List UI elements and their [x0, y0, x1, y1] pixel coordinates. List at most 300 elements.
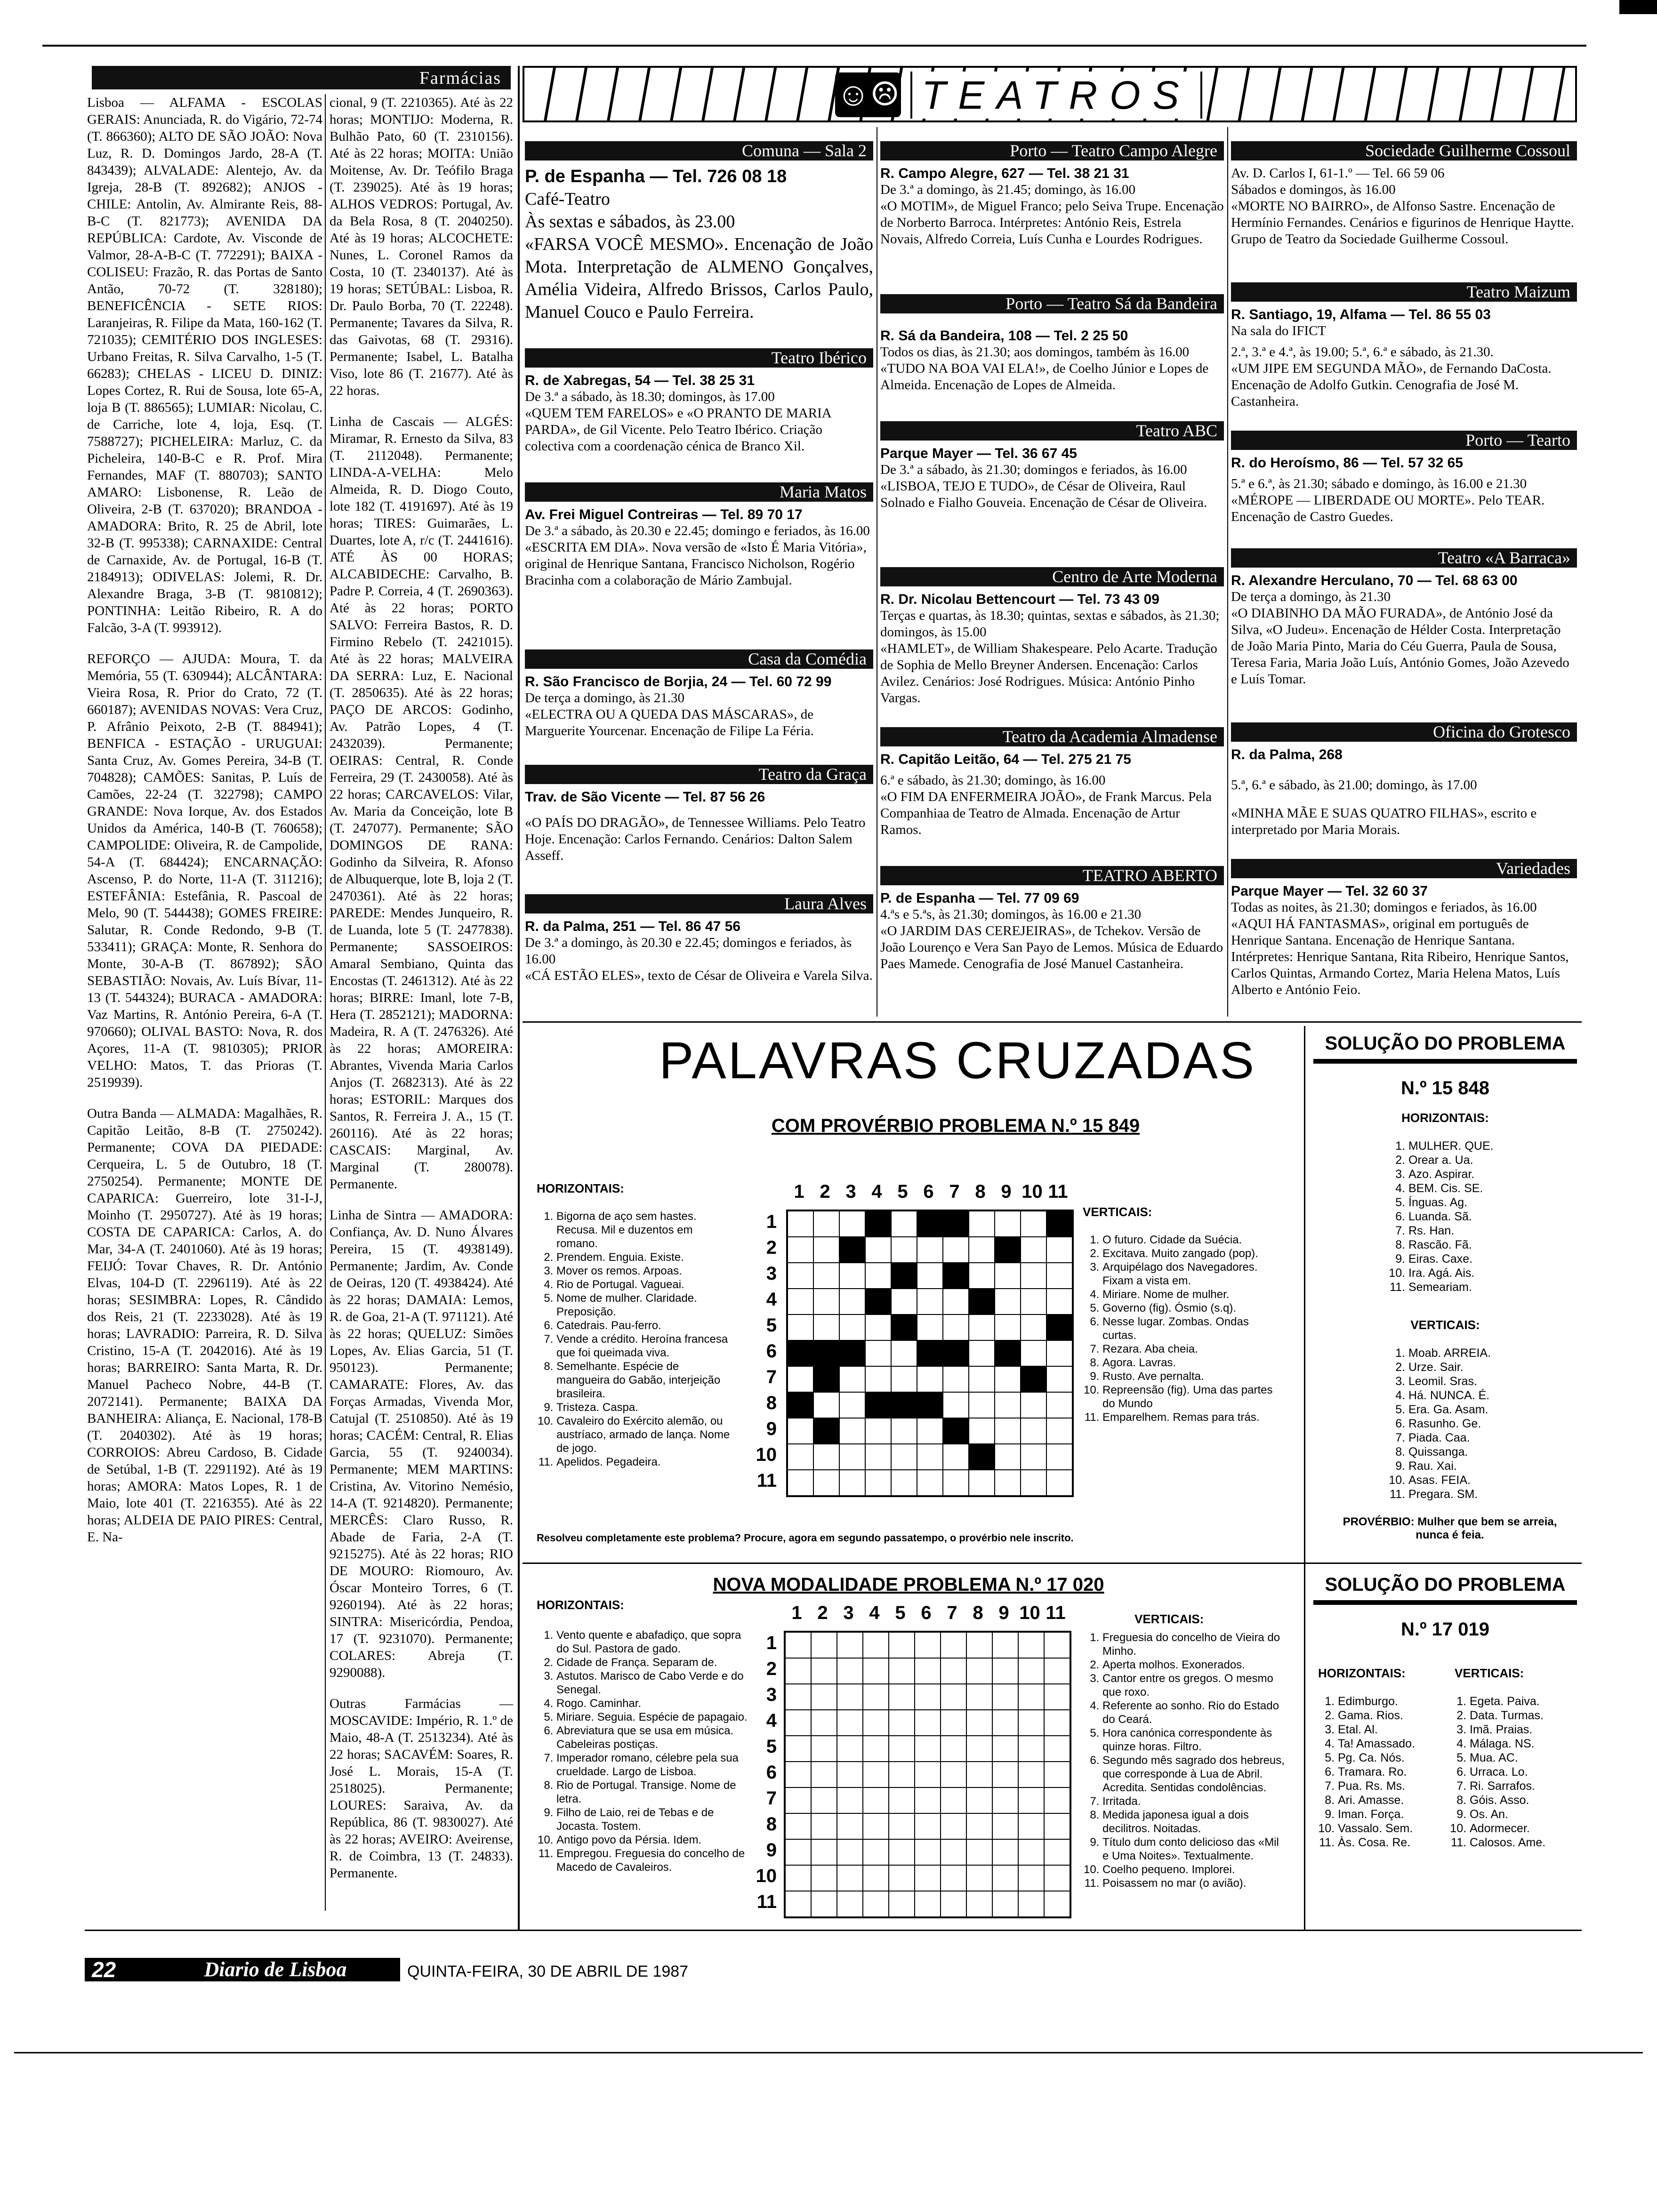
grid-cell[interactable] [1044, 1684, 1070, 1710]
grid-cell[interactable] [839, 1444, 865, 1470]
theatre-line: «FARSA VOCÊ MESMO». Encenação de João Mota. Interpretação de ALMENO Gonçalves, Amélia Videira, Alfredo Brissos, Carlos Paulo, Manuel Couco e Paulo Ferreira. [525, 234, 873, 322]
grid-cell[interactable] [943, 1366, 969, 1392]
row-number: 6 [766, 1762, 777, 1783]
grid-cell[interactable] [943, 1444, 969, 1470]
grid-cell[interactable] [863, 1736, 889, 1762]
grid-cell[interactable] [992, 1891, 1018, 1917]
clue-item: 9. Filho de Laio, rei de Tebas e de Jocasta. Tostem. [556, 1806, 748, 1833]
grid-cell[interactable] [865, 1366, 891, 1392]
grid-cell[interactable] [941, 1839, 966, 1865]
teatros-title: TEATROS [910, 72, 1202, 119]
grid-cell[interactable] [966, 1839, 992, 1865]
solution2-title: SOLUÇÃO DO PROBLEMA [1325, 1574, 1566, 1595]
grid-cell[interactable] [995, 1444, 1021, 1470]
grid-cell[interactable] [1018, 1787, 1044, 1813]
grid-cell[interactable] [917, 1211, 943, 1237]
grid-cell[interactable] [1044, 1658, 1070, 1684]
grid-cell[interactable] [811, 1684, 837, 1710]
row-number: 11 [756, 1891, 777, 1912]
clue-item: 6. Abreviatura que se usa em música. Cabeleiras postiças. [556, 1724, 748, 1751]
grid-cell[interactable] [839, 1392, 865, 1418]
grid-cell[interactable] [1046, 1418, 1072, 1444]
grid-cell[interactable] [969, 1418, 995, 1444]
grid-cell[interactable] [811, 1736, 837, 1762]
theatre-addr: R. Campo Alegre, 627 — Tel. 38 21 31 [880, 166, 1129, 181]
grid-cell[interactable] [863, 1632, 889, 1658]
clue-item: 9. Eiras. Caxe. [1408, 1252, 1577, 1266]
grid-cell[interactable] [813, 1470, 839, 1496]
grid-cell[interactable] [788, 1211, 813, 1237]
grid-cell[interactable] [915, 1891, 941, 1917]
grid-cell[interactable] [891, 1263, 917, 1289]
theatre-name: Comuna — Sala 2 [525, 141, 873, 160]
grid-cell[interactable] [811, 1632, 837, 1658]
grid-cell[interactable] [837, 1736, 863, 1762]
grid-cell[interactable] [813, 1392, 839, 1418]
grid-cell[interactable] [1044, 1710, 1070, 1736]
grid-cell[interactable] [969, 1470, 995, 1496]
grid-cell[interactable] [995, 1211, 1021, 1237]
grid-cell[interactable] [1021, 1392, 1046, 1418]
grid-cell[interactable] [837, 1839, 863, 1865]
grid-cell[interactable] [915, 1787, 941, 1813]
crossword2-h-label: HORIZONTAIS: [537, 1598, 624, 1612]
grid-cell[interactable] [785, 1865, 811, 1891]
grid-cell[interactable] [1018, 1684, 1044, 1710]
row-number: 4 [766, 1289, 777, 1310]
grid-cell[interactable] [785, 1684, 811, 1710]
grid-cell[interactable] [891, 1392, 917, 1418]
grid-cell[interactable] [1046, 1470, 1072, 1496]
grid-cell[interactable] [889, 1684, 915, 1710]
grid-cell[interactable] [966, 1710, 992, 1736]
grid-cell[interactable] [969, 1211, 995, 1237]
grid-cell[interactable] [995, 1237, 1021, 1263]
grid-cell[interactable] [788, 1237, 813, 1263]
grid-cell[interactable] [1018, 1658, 1044, 1684]
column-number: 3 [843, 1603, 854, 1623]
grid-cell[interactable] [865, 1470, 891, 1496]
grid-cell[interactable] [969, 1392, 995, 1418]
clue-item: 3. Cantor entre os gregos. O mesmo que roxo. [1102, 1672, 1285, 1699]
grid-cell[interactable] [969, 1340, 995, 1366]
grid-cell[interactable] [785, 1762, 811, 1787]
grid-cell[interactable] [917, 1340, 943, 1366]
grid-cell[interactable] [865, 1314, 891, 1340]
grid-cell[interactable] [995, 1392, 1021, 1418]
grid-cell[interactable] [811, 1865, 837, 1891]
theatre-addr: R. da Palma, 268 [1231, 747, 1343, 762]
grid-cell[interactable] [917, 1263, 943, 1289]
grid-cell[interactable] [889, 1762, 915, 1787]
grid-cell[interactable] [1044, 1736, 1070, 1762]
grid-cell[interactable] [1044, 1787, 1070, 1813]
clue-item: 1. O futuro. Cidade da Suécia. [1102, 1233, 1285, 1247]
grid-cell[interactable] [1044, 1839, 1070, 1865]
grid-cell[interactable] [992, 1736, 1018, 1762]
grid-cell[interactable] [966, 1787, 992, 1813]
grid-cell[interactable] [1018, 1865, 1044, 1891]
grid-cell[interactable] [891, 1444, 917, 1470]
grid-cell[interactable] [915, 1710, 941, 1736]
grid-cell[interactable] [785, 1787, 811, 1813]
grid-cell[interactable] [811, 1787, 837, 1813]
grid-cell[interactable] [1046, 1263, 1072, 1289]
clue-item: 8. Semelhante. Espécie de mangueira do Gabão, interjeição brasileira. [556, 1360, 734, 1401]
grid-cell[interactable] [785, 1839, 811, 1865]
grid-cell[interactable] [1046, 1366, 1072, 1392]
grid-cell[interactable] [865, 1418, 891, 1444]
grid-cell[interactable] [915, 1632, 941, 1658]
grid-cell[interactable] [995, 1366, 1021, 1392]
grid-cell[interactable] [969, 1444, 995, 1470]
grid-cell[interactable] [992, 1710, 1018, 1736]
grid-cell[interactable] [969, 1237, 995, 1263]
grid-cell[interactable] [811, 1762, 837, 1787]
grid-cell[interactable] [863, 1658, 889, 1684]
grid-cell[interactable] [969, 1263, 995, 1289]
grid-cell[interactable] [813, 1289, 839, 1314]
grid-cell[interactable] [889, 1891, 915, 1917]
grid-cell[interactable] [943, 1263, 969, 1289]
grid-cell[interactable] [1021, 1211, 1046, 1237]
grid-cell[interactable] [813, 1237, 839, 1263]
grid-cell[interactable] [915, 1762, 941, 1787]
grid-cell[interactable] [785, 1736, 811, 1762]
grid-cell[interactable] [1044, 1891, 1070, 1917]
grid-cell[interactable] [1021, 1470, 1046, 1496]
grid-cell[interactable] [889, 1632, 915, 1658]
theatre-cossoul [1231, 141, 1577, 248]
grid-cell[interactable] [785, 1710, 811, 1736]
grid-cell[interactable] [943, 1237, 969, 1263]
clue-item: 9. Rau. Xai. [1408, 1459, 1577, 1473]
clue-item: 3. Arquipélago dos Navegadores. Fixam a vista em. [1102, 1260, 1285, 1288]
grid-cell[interactable] [1018, 1839, 1044, 1865]
grid-cell[interactable] [1044, 1762, 1070, 1787]
grid-cell[interactable] [966, 1813, 992, 1839]
grid-cell[interactable] [1046, 1340, 1072, 1366]
grid-cell[interactable] [889, 1736, 915, 1762]
column-number: 8 [973, 1603, 983, 1623]
grid-cell[interactable] [915, 1684, 941, 1710]
grid-cell[interactable] [1046, 1392, 1072, 1418]
grid-cell[interactable] [941, 1891, 966, 1917]
column-number: 5 [897, 1181, 908, 1202]
grid-cell[interactable] [1018, 1891, 1044, 1917]
crossword1-grid[interactable] [786, 1210, 1074, 1497]
grid-cell[interactable] [995, 1470, 1021, 1496]
grid-cell[interactable] [865, 1340, 891, 1366]
grid-cell[interactable] [813, 1314, 839, 1340]
grid-cell[interactable] [813, 1340, 839, 1366]
grid-cell[interactable] [889, 1787, 915, 1813]
farmacias-outra-banda: Outra Banda — ALMADA: Magalhães, R. Capitão Leitão, 8-B (T. 2750242). Permanente; COVA DA PIEDADE: Cerqueira, L. 5 de Outubro, 18 (T. 2750254). Permanente; MONTE DE CAPARICA: Guerreiro, lote 31-I-J, Moinho (T. 2950727). Até às 19 horas; COSTA DE CAPARICA: Carlos, A. do Mar, 34-A (T. 2401060). Até às 19 horas; FEIJÓ: Tovar Chaves, R. Dr. António Elvas, 104-D (T. 2296119). Até às 22 horas; SESIMBRA: Lopes, R. Cândido dos Reis, 21 (T. 2233028). Até às 19 horas; LAVRADIO: Parreira, R. D. Silva Cristino, 15-A (T. 2042016). Até às 19 horas; BARREIRO: Santa Marta, R. Dr. Manuel Pacheco Nobre, 44-B (T. 2072141). Permanente; BAIXA DA BANHEIRA: Aliança, E. Nacional, 178-B (T. 2040302). Até às 19 horas; CORROIOS: Abreu Cardoso, B. Cidade de Setúbal, 1-B (T. 2291192). Até às 19 horas; AMORA: Matos Lopes, R. 1 de Maio, lote 401 (T. 2216355). Até às 22 horas; ALDEIA DE PAIO PIRES: Central, E. Na- [87, 1106, 322, 1545]
grid-cell[interactable] [788, 1418, 813, 1444]
grid-cell[interactable] [788, 1366, 813, 1392]
grid-cell[interactable] [891, 1211, 917, 1237]
theatre-line: «AQUI HÁ FANTASMAS», original em português de Henrique Santana. Encenação de Henrique Santana. Intérpretes: Henrique Santana, Rita Ribeiro, Henrique Santos, Carlos Quintas, Armando Cortez, Maria Helena Matos, Luís Alberto e António Feio. [1231, 916, 1569, 997]
grid-cell[interactable] [995, 1340, 1021, 1366]
grid-cell[interactable] [839, 1237, 865, 1263]
grid-cell[interactable] [941, 1632, 966, 1658]
theatre-name: TEATRO ABERTO [880, 866, 1224, 885]
clue-item: 8. Rio de Portugal. Transige. Nome de letra. [556, 1779, 748, 1806]
grid-cell[interactable] [889, 1710, 915, 1736]
grid-cell[interactable] [966, 1736, 992, 1762]
grid-cell[interactable] [992, 1762, 1018, 1787]
grid-cell[interactable] [995, 1314, 1021, 1340]
grid-cell[interactable] [891, 1237, 917, 1263]
grid-cell[interactable] [943, 1340, 969, 1366]
grid-cell[interactable] [813, 1366, 839, 1392]
grid-cell[interactable] [839, 1418, 865, 1444]
crossword2-grid[interactable] [784, 1631, 1071, 1918]
theatre-addr: Av. Frei Miguel Contreiras — Tel. 89 70 17 [525, 507, 803, 522]
grid-cell[interactable] [788, 1470, 813, 1496]
grid-cell[interactable] [788, 1392, 813, 1418]
grid-cell[interactable] [943, 1470, 969, 1496]
grid-cell[interactable] [1018, 1710, 1044, 1736]
clue-item: 5. Hora canónica correspondente às quinze horas. Filtro. [1102, 1726, 1285, 1754]
grid-cell[interactable] [941, 1684, 966, 1710]
grid-cell[interactable] [839, 1366, 865, 1392]
theatre-name: Teatro ABC [880, 421, 1224, 441]
theatre-line: «TUDO NA BOA VAI ELA!», de Coelho Júnior e Lopes de Almeida. Encenação de Lopes de Almeida. [880, 361, 1209, 393]
theatre-addr: R. Capitão Leitão, 64 — Tel. 275 21 75 [880, 752, 1131, 767]
grid-cell[interactable] [863, 1839, 889, 1865]
grid-cell[interactable] [1021, 1237, 1046, 1263]
grid-cell[interactable] [1018, 1762, 1044, 1787]
grid-cell[interactable] [915, 1658, 941, 1684]
grid-cell[interactable] [917, 1418, 943, 1444]
theatre-addr: Av. D. Carlos I, 61-1.º — Tel. 66 59 06 [1231, 166, 1445, 181]
grid-cell[interactable] [1021, 1314, 1046, 1340]
solution1-horizontais [1389, 1139, 1577, 1294]
grid-cell[interactable] [785, 1813, 811, 1839]
grid-cell[interactable] [1044, 1632, 1070, 1658]
grid-cell[interactable] [1046, 1237, 1072, 1263]
theatre-addr: R. do Heroísmo, 86 — Tel. 57 32 65 [1231, 455, 1463, 471]
grid-cell[interactable] [839, 1314, 865, 1340]
theatre-line: De 3.ª a domingo, às 20.30 e 22.45; domingos e feriados, às 16.00 [525, 935, 852, 967]
grid-cell[interactable] [891, 1470, 917, 1496]
grid-cell[interactable] [966, 1632, 992, 1658]
grid-cell[interactable] [837, 1658, 863, 1684]
grid-cell[interactable] [992, 1684, 1018, 1710]
grid-cell[interactable] [1021, 1444, 1046, 1470]
grid-cell[interactable] [992, 1839, 1018, 1865]
grid-cell[interactable] [837, 1710, 863, 1736]
crossword2-column-numbers [784, 1603, 1069, 1626]
grid-cell[interactable] [889, 1813, 915, 1839]
grid-cell[interactable] [941, 1762, 966, 1787]
grid-cell[interactable] [788, 1289, 813, 1314]
grid-cell[interactable] [1018, 1736, 1044, 1762]
grid-cell[interactable] [1046, 1314, 1072, 1340]
grid-cell[interactable] [943, 1289, 969, 1314]
column-number: 4 [869, 1603, 880, 1623]
grid-cell[interactable] [941, 1813, 966, 1839]
grid-cell[interactable] [839, 1263, 865, 1289]
grid-cell[interactable] [785, 1632, 811, 1658]
grid-cell[interactable] [966, 1891, 992, 1917]
grid-cell[interactable] [915, 1736, 941, 1762]
grid-cell[interactable] [813, 1418, 839, 1444]
grid-cell[interactable] [941, 1865, 966, 1891]
grid-cell[interactable] [1021, 1289, 1046, 1314]
grid-cell[interactable] [788, 1314, 813, 1340]
grid-cell[interactable] [811, 1658, 837, 1684]
grid-cell[interactable] [1044, 1865, 1070, 1891]
grid-cell[interactable] [839, 1289, 865, 1314]
grid-cell[interactable] [891, 1340, 917, 1366]
grid-cell[interactable] [969, 1314, 995, 1340]
grid-cell[interactable] [1021, 1418, 1046, 1444]
grid-cell[interactable] [813, 1444, 839, 1470]
grid-cell[interactable] [969, 1366, 995, 1392]
grid-cell[interactable] [785, 1891, 811, 1917]
grid-cell[interactable] [865, 1263, 891, 1289]
theatre-line: «O FIM DA ENFERMEIRA JOÃO», de Frank Marcus. Pela Companhiaa de Teatro de Almada. Encenação de Artur Ramos. [880, 789, 1212, 837]
grid-cell[interactable] [917, 1470, 943, 1496]
grid-cell[interactable] [813, 1211, 839, 1237]
grid-cell[interactable] [788, 1263, 813, 1289]
grid-cell[interactable] [943, 1314, 969, 1340]
grid-cell[interactable] [917, 1289, 943, 1314]
row-number: 3 [766, 1684, 777, 1705]
grid-cell[interactable] [1021, 1263, 1046, 1289]
grid-cell[interactable] [992, 1632, 1018, 1658]
row-number: 2 [766, 1659, 777, 1679]
grid-cell[interactable] [863, 1710, 889, 1736]
grid-cell[interactable] [915, 1839, 941, 1865]
grid-cell[interactable] [865, 1444, 891, 1470]
grid-cell[interactable] [917, 1392, 943, 1418]
grid-cell[interactable] [1044, 1813, 1070, 1839]
grid-cell[interactable] [941, 1787, 966, 1813]
grid-cell[interactable] [891, 1314, 917, 1340]
grid-cell[interactable] [837, 1762, 863, 1787]
grid-cell[interactable] [837, 1865, 863, 1891]
theatre-name: Teatro Ibérico [525, 348, 873, 368]
grid-cell[interactable] [917, 1314, 943, 1340]
grid-cell[interactable] [811, 1813, 837, 1839]
grid-cell[interactable] [891, 1418, 917, 1444]
grid-cell[interactable] [889, 1865, 915, 1891]
grid-cell[interactable] [995, 1418, 1021, 1444]
grid-cell[interactable] [863, 1762, 889, 1787]
grid-cell[interactable] [992, 1787, 1018, 1813]
theatre-arte-moderna [880, 567, 1224, 706]
grid-cell[interactable] [1021, 1340, 1046, 1366]
grid-cell[interactable] [865, 1392, 891, 1418]
grid-cell[interactable] [863, 1787, 889, 1813]
grid-cell[interactable] [941, 1736, 966, 1762]
theatre-name: Teatro da Academia Almadense [880, 727, 1224, 746]
grid-cell[interactable] [966, 1684, 992, 1710]
grid-cell[interactable] [811, 1891, 837, 1917]
clue-item: 11. Poisassem no mar (o avião). [1102, 1876, 1285, 1890]
grid-cell[interactable] [1018, 1813, 1044, 1839]
grid-cell[interactable] [915, 1813, 941, 1839]
grid-cell[interactable] [943, 1392, 969, 1418]
grid-cell[interactable] [1046, 1211, 1072, 1237]
grid-cell[interactable] [891, 1289, 917, 1314]
clue-item: 7. Rezara. Aba cheia. [1102, 1342, 1285, 1356]
section-divider [518, 66, 520, 1930]
grid-cell[interactable] [813, 1263, 839, 1289]
grid-cell[interactable] [1021, 1366, 1046, 1392]
grid-cell[interactable] [863, 1813, 889, 1839]
grid-cell[interactable] [865, 1211, 891, 1237]
grid-cell[interactable] [837, 1891, 863, 1917]
grid-cell[interactable] [785, 1658, 811, 1684]
grid-cell[interactable] [889, 1658, 915, 1684]
grid-cell[interactable] [839, 1211, 865, 1237]
grid-cell[interactable] [891, 1366, 917, 1392]
row-number: 1 [766, 1633, 777, 1653]
grid-cell[interactable] [1018, 1632, 1044, 1658]
grid-cell[interactable] [995, 1263, 1021, 1289]
grid-cell[interactable] [837, 1813, 863, 1839]
grid-cell[interactable] [995, 1289, 1021, 1314]
grid-cell[interactable] [915, 1865, 941, 1891]
grid-cell[interactable] [889, 1839, 915, 1865]
grid-cell[interactable] [788, 1340, 813, 1366]
theatre-addr: R. da Palma, 251 — Tel. 86 47 56 [525, 919, 741, 934]
grid-cell[interactable] [839, 1340, 865, 1366]
grid-cell[interactable] [788, 1444, 813, 1470]
grid-cell[interactable] [943, 1418, 969, 1444]
clue-item: 6. Rasunho. Ge. [1408, 1417, 1577, 1431]
grid-cell[interactable] [966, 1865, 992, 1891]
clue-item: 8. Góis. Asso. [1470, 1793, 1582, 1807]
grid-cell[interactable] [941, 1658, 966, 1684]
grid-cell[interactable] [865, 1237, 891, 1263]
grid-cell[interactable] [837, 1787, 863, 1813]
grid-cell[interactable] [941, 1710, 966, 1736]
clue-item: 7. Vende a crédito. Heroína francesa que foi queimada viva. [556, 1332, 734, 1360]
clue-item: 3. Azo. Aspirar. [1408, 1167, 1577, 1181]
grid-cell[interactable] [917, 1366, 943, 1392]
grid-cell[interactable] [966, 1658, 992, 1684]
grid-cell[interactable] [811, 1710, 837, 1736]
grid-cell[interactable] [943, 1211, 969, 1237]
grid-cell[interactable] [811, 1839, 837, 1865]
grid-cell[interactable] [863, 1891, 889, 1917]
grid-cell[interactable] [839, 1470, 865, 1496]
grid-cell[interactable] [992, 1865, 1018, 1891]
grid-cell[interactable] [917, 1444, 943, 1470]
grid-cell[interactable] [969, 1289, 995, 1314]
theatre-line: «CÁ ESTÃO ELES», texto de César de Oliveira e Varela Silva. [525, 968, 873, 983]
theatre-name: Teatro Maizum [1231, 282, 1577, 302]
grid-cell[interactable] [837, 1632, 863, 1658]
grid-cell[interactable] [863, 1684, 889, 1710]
column-number: 11 [1046, 1603, 1066, 1623]
grid-cell[interactable] [1046, 1289, 1072, 1314]
grid-cell[interactable] [992, 1813, 1018, 1839]
grid-cell[interactable] [917, 1237, 943, 1263]
grid-cell[interactable] [863, 1865, 889, 1891]
grid-cell[interactable] [837, 1684, 863, 1710]
clue-item: 11. Empregou. Freguesia do concelho de Macedo de Cavaleiros. [556, 1847, 748, 1874]
grid-cell[interactable] [865, 1289, 891, 1314]
grid-cell[interactable] [966, 1762, 992, 1787]
grid-cell[interactable] [992, 1658, 1018, 1684]
grid-cell[interactable] [1046, 1444, 1072, 1470]
